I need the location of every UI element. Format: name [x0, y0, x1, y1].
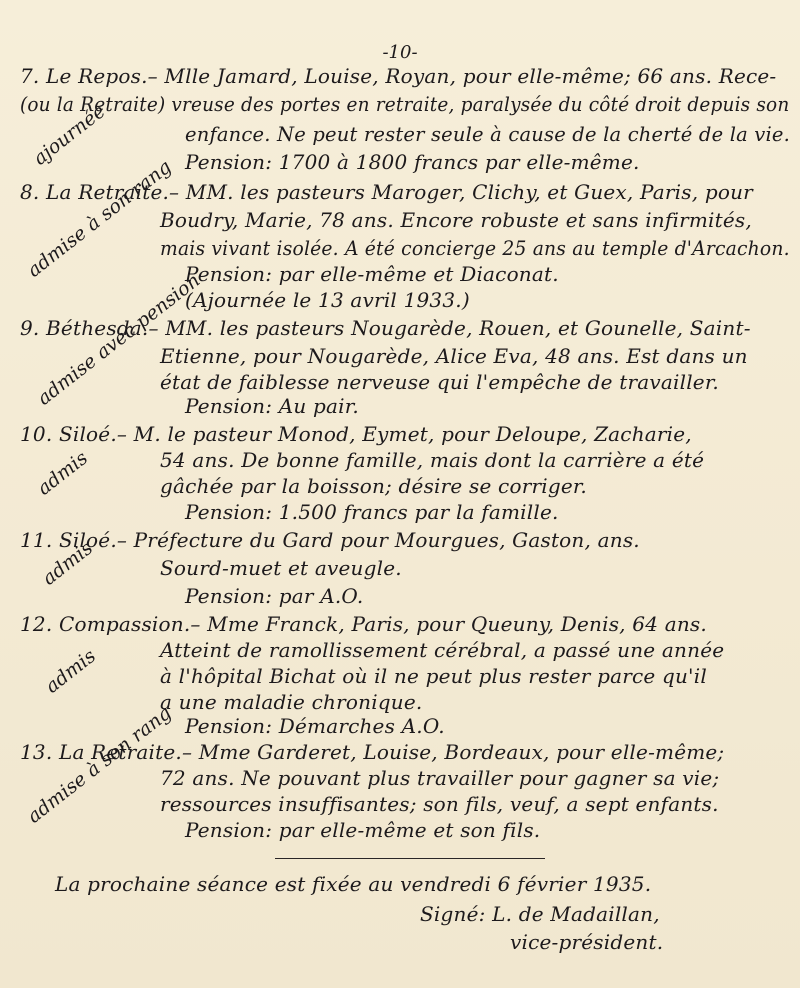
page-number: -10-	[382, 42, 418, 63]
entry-11-margin-note: admis	[38, 537, 97, 590]
entry-8-line-3: mais vivant isolée. A été concierge 25 ans au temple d'Arcachon.	[160, 236, 790, 260]
signature-title: vice-président.	[510, 930, 664, 954]
entry-10-line-2: 54 ans. De bonne famille, mais dont la carrière a été	[160, 448, 705, 472]
entry-11-pension: Pension: par A.O.	[185, 584, 364, 608]
separator-rule	[275, 858, 545, 859]
entry-12-margin-note: admis	[41, 645, 100, 698]
entry-11-line-2: Sourd-muet et aveugle.	[160, 556, 402, 580]
entry-12-pension: Pension: Démarches A.O.	[185, 714, 445, 738]
entry-8-line-1: 8. La Retraite.– MM. les pasteurs Maroger, Clichy, et Guex, Paris, pour	[20, 180, 753, 204]
entry-9-pension: Pension: Au pair.	[185, 394, 359, 418]
next-meeting-line: La prochaine séance est fixée au vendredi 6 février 1935.	[55, 872, 652, 896]
entry-7-line-1: 7. Le Repos.– Mlle Jamard, Louise, Royan, pour elle-même; 66 ans. Rece-	[20, 64, 777, 88]
entry-10-line-3: gâchée par la boisson; désire se corriger.	[160, 474, 587, 498]
signature-line: Signé: L. de Madaillan,	[420, 902, 660, 926]
entry-8-line-2: Boudry, Marie, 78 ans. Encore robuste et sans infirmités,	[160, 208, 752, 232]
entry-13-line-1: 13. La Retraite.– Mme Garderet, Louise, Bordeaux, pour elle-même;	[20, 740, 725, 764]
entry-9-line-3: état de faiblesse nerveuse qui l'empêche de travailler.	[160, 370, 719, 394]
entry-8-margin-note: admise à son rang	[23, 155, 176, 282]
entry-7-line-2: (ou la Retraite) vreuse des portes en retraite, paralysée du côté droit depuis son	[20, 92, 790, 116]
entry-8-adjourned: (Ajournée le 13 avril 1933.)	[185, 288, 470, 312]
entry-7-line-3: enfance. Ne peut rester seule à cause de la cherté de la vie.	[185, 122, 791, 146]
entry-10-line-1: 10. Siloé.– M. le pasteur Monod, Eymet, pour Deloupe, Zacharie,	[20, 422, 692, 446]
entry-13-line-2: 72 ans. Ne pouvant plus travailler pour gagner sa vie;	[160, 766, 720, 790]
entry-12-line-2: Atteint de ramollissement cérébral, a passé une année	[160, 638, 725, 662]
entry-7-margin-note: ajournée	[29, 100, 110, 170]
entry-9-line-1: 9. Béthesda.– MM. les pasteurs Nougarède, Rouen, et Gounelle, Saint-	[20, 316, 751, 340]
entry-13-pension: Pension: par elle-même et son fils.	[185, 818, 541, 842]
entry-12-line-1: 12. Compassion.– Mme Franck, Paris, pour Queuny, Denis, 64 ans.	[20, 612, 707, 636]
entry-12-line-3: à l'hôpital Bichat où il ne peut plus rester parce qu'il	[160, 664, 707, 688]
entry-12-line-4: a une maladie chronique.	[160, 690, 423, 714]
entry-13-margin-note: admise à son rang	[23, 701, 176, 828]
entry-13-line-3: ressources insuffisantes; son fils, veuf, a sept enfants.	[160, 792, 719, 816]
entry-10-margin-note: admis	[33, 447, 92, 500]
entry-9-line-2: Etienne, pour Nougarède, Alice Eva, 48 ans. Est dans un	[160, 344, 748, 368]
entry-8-pension: Pension: par elle-même et Diaconat.	[185, 262, 559, 286]
entry-9-margin-note: admise avec pension	[33, 269, 205, 410]
entry-7-pension: Pension: 1700 à 1800 francs par elle-même.	[185, 150, 640, 174]
entry-11-line-1: 11. Siloé.– Préfecture du Gard pour Mourgues, Gaston, ans.	[20, 528, 640, 552]
entry-10-pension: Pension: 1.500 francs par la famille.	[185, 500, 559, 524]
